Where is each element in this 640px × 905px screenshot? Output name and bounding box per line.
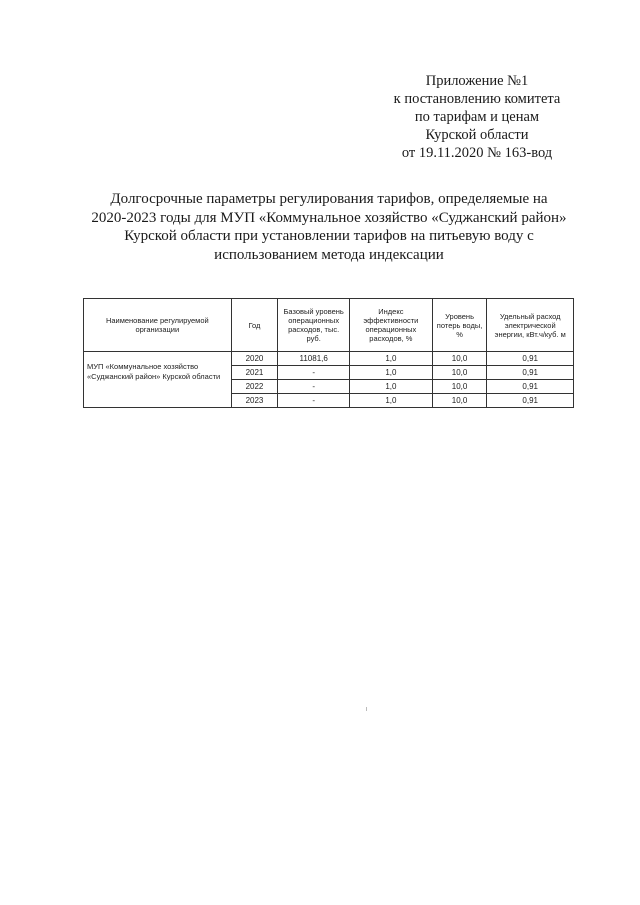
- appendix-region: Курской области: [425, 127, 529, 143]
- header-organization: Наименование регулируемой организации: [84, 299, 232, 352]
- title-line-2: 2020-2023 годы для МУП «Коммунальное хозяйство «Суджанский район»: [91, 209, 567, 226]
- energy-cell: 0,91: [487, 366, 574, 380]
- base-opex-cell: -: [278, 394, 350, 408]
- water-loss-cell: 10,0: [432, 366, 487, 380]
- title-line-3: Курской области при установлении тарифов на питьевую воду с: [124, 228, 534, 244]
- base-opex-cell: -: [278, 366, 350, 380]
- document-title: [80, 190, 578, 264]
- water-loss-cell: 10,0: [432, 352, 487, 366]
- efficiency-index-cell: 1,0: [350, 380, 433, 394]
- appendix-header: [372, 72, 582, 162]
- appendix-date-number: от 19.11.2020 № 163-вод: [401, 145, 553, 161]
- base-opex-cell: -: [278, 380, 350, 394]
- year-cell: 2021: [231, 366, 278, 380]
- year-cell: 2020: [231, 352, 278, 366]
- organization-cell: МУП «Коммунальное хозяйство «Суджанский район» Курской области: [84, 352, 232, 408]
- water-loss-cell: 10,0: [432, 380, 487, 394]
- parameters-table: [83, 298, 574, 408]
- efficiency-index-cell: 1,0: [350, 352, 433, 366]
- energy-cell: 0,91: [487, 394, 574, 408]
- scan-speck: [366, 707, 367, 711]
- appendix-committee: по тарифам и ценам: [414, 109, 540, 125]
- header-base-opex: Базовый уровень операционных расходов, тыс. руб.: [278, 299, 350, 352]
- appendix-number: Приложение №1: [425, 73, 529, 89]
- efficiency-index-cell: 1,0: [350, 394, 433, 408]
- year-cell: 2023: [231, 394, 278, 408]
- title-line-1: Долгосрочные параметры регулирования тарифов, определяемые на: [110, 191, 548, 207]
- energy-cell: 0,91: [487, 380, 574, 394]
- efficiency-index-cell: 1,0: [350, 366, 433, 380]
- header-water-loss: Уровень потерь воды, %: [432, 299, 487, 352]
- table-row: [84, 352, 574, 366]
- header-energy-consumption: Удельный расход электрической энергии, кВт.ч/куб. м: [487, 299, 574, 352]
- header-efficiency-index: Индекс эффективности операционных расходов, %: [350, 299, 433, 352]
- water-loss-cell: 10,0: [432, 394, 487, 408]
- energy-cell: 0,91: [487, 352, 574, 366]
- title-line-4: использованием метода индексации: [214, 246, 444, 263]
- table-header-row: [84, 299, 574, 352]
- year-cell: 2022: [231, 380, 278, 394]
- base-opex-cell: 11081,6: [278, 352, 350, 366]
- header-year: Год: [231, 299, 278, 352]
- appendix-resolution-ref: к постановлению комитета: [393, 91, 561, 107]
